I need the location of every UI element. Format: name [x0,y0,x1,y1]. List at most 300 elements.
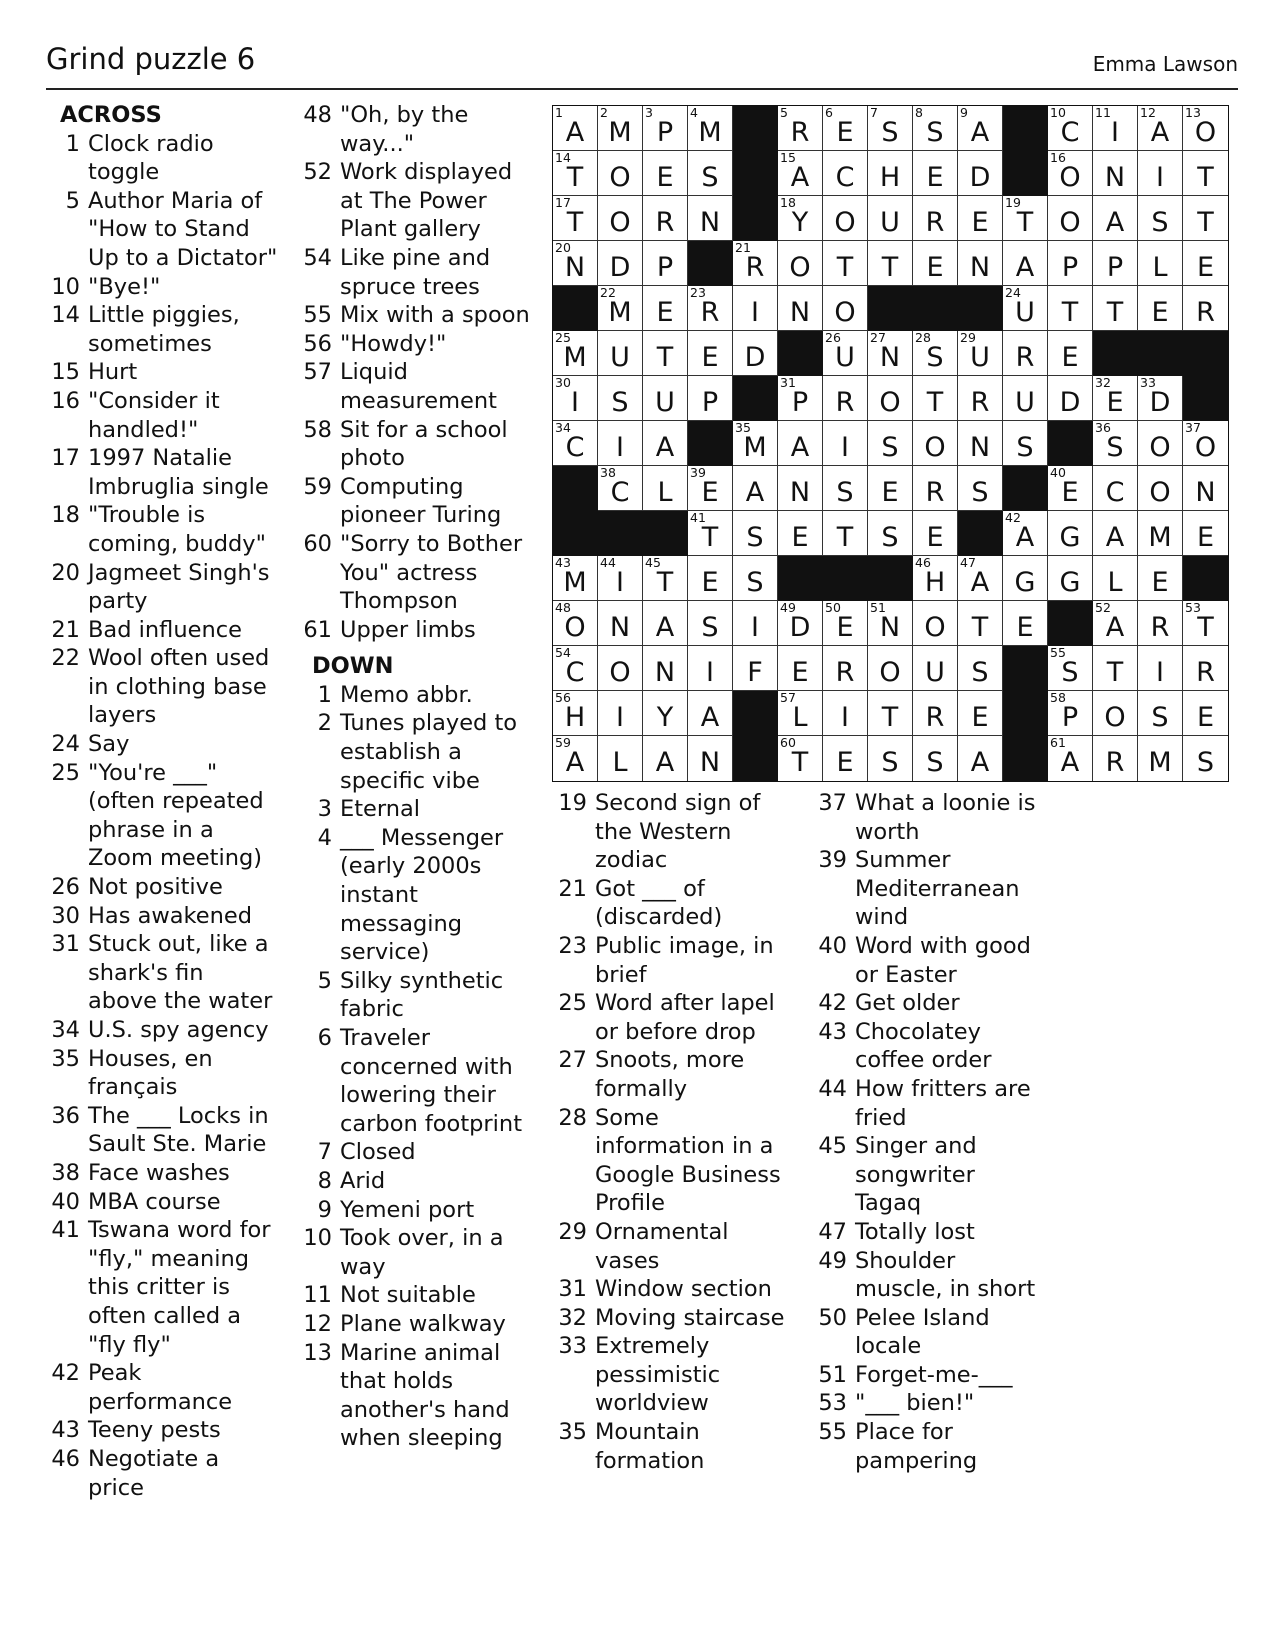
grid-cell[interactable] [643,241,688,286]
cell-letter: N [699,207,721,238]
clue-text-line: U.S. spy agency [88,1017,269,1043]
grid-cell[interactable] [1138,196,1183,241]
grid-cell[interactable] [778,106,823,151]
cell-number: 39 [690,465,706,480]
grid-cell[interactable] [1093,196,1138,241]
grid-cell[interactable] [1048,151,1093,196]
grid-cell[interactable] [1093,601,1138,646]
grid-cell[interactable] [553,556,598,601]
grid-cell[interactable] [1093,646,1138,691]
cell-letter: I [706,657,714,688]
clue-text-line: service) [340,939,430,966]
clue-text-line: Pelee Island [855,1304,990,1331]
grid-cell[interactable] [733,511,778,556]
grid-cell[interactable] [598,646,643,691]
grid-cell[interactable] [1048,556,1093,601]
grid-cell[interactable] [868,151,913,196]
grid-cell[interactable] [913,421,958,466]
grid-cell[interactable] [1183,106,1228,151]
clue-text-line: What a loonie is [855,790,1036,816]
grid-cell[interactable] [868,106,913,151]
grid-cell[interactable] [553,736,598,781]
cell-letter: A [790,162,810,193]
grid-cell[interactable] [1048,511,1093,556]
grid-cell[interactable] [1003,511,1048,556]
grid-cell[interactable] [823,421,868,466]
cell-number: 55 [1050,645,1066,660]
grid-cell[interactable] [1093,736,1138,781]
block-cell [733,376,778,421]
grid-cell[interactable] [1138,286,1183,331]
grid-cell[interactable] [643,106,688,151]
grid-cell[interactable] [868,196,913,241]
grid-cell[interactable] [958,466,1003,511]
clue-text-line: measurement [340,387,497,414]
grid-cell[interactable] [823,196,868,241]
clue-text-line: Upper limbs [340,616,476,643]
cell-letter: E [1106,387,1124,418]
grid-cell[interactable] [778,241,823,286]
grid-cell[interactable] [643,466,688,511]
grid-cell[interactable] [1048,466,1093,511]
cell-number: 32 [1095,375,1111,390]
grid-cell[interactable] [598,286,643,331]
grid-cell[interactable] [1183,691,1228,736]
grid-cell[interactable] [913,151,958,196]
grid-cell[interactable] [1138,241,1183,286]
clue-text-line: performance [88,1388,233,1415]
page-header [46,40,1238,90]
clue-number: 26 [51,874,80,901]
grid-cell[interactable] [958,241,1003,286]
grid-cell[interactable] [823,241,868,286]
grid-cell[interactable] [1003,556,1048,601]
grid-cell[interactable] [913,196,958,241]
cell-letter: Y [656,702,674,733]
grid-cell[interactable] [913,556,958,601]
clue-text-line: Place for [855,1419,953,1446]
puzzle-title: Grind puzzle 6 [46,42,256,76]
cell-letter: U [1015,387,1035,418]
clue-text-line: "Consider it [88,387,220,414]
grid-cell[interactable] [688,106,733,151]
down-clue-1 [298,681,538,710]
grid-cell[interactable] [553,241,598,286]
grid-cell[interactable] [688,376,733,421]
grid-cell[interactable] [1048,331,1093,376]
grid-cell[interactable] [1183,286,1228,331]
grid-cell[interactable] [778,376,823,421]
grid-cell[interactable] [778,736,823,781]
grid-cell[interactable] [1093,511,1138,556]
grid-cell[interactable] [1048,106,1093,151]
grid-cell[interactable] [958,106,1003,151]
grid-cell[interactable] [598,736,643,781]
cell-letter: O [789,252,811,283]
cell-letter: U [880,207,900,238]
cell-number: 19 [1005,195,1021,210]
grid-cell[interactable] [913,736,958,781]
cell-letter: G [1059,522,1081,553]
grid-cell[interactable] [868,331,913,376]
grid-cell[interactable] [868,736,913,781]
cell-letter: E [926,252,944,283]
grid-cell[interactable] [913,646,958,691]
grid-cell[interactable] [778,511,823,556]
grid-cell[interactable] [733,241,778,286]
grid-cell[interactable] [913,376,958,421]
clue-number: 9 [317,1196,332,1223]
cell-number: 10 [1050,105,1066,120]
grid-cell[interactable] [553,601,598,646]
grid-cell[interactable] [823,691,868,736]
clue-text-line: Plane walkway [340,1310,506,1337]
grid-cell[interactable] [598,691,643,736]
grid-cell[interactable] [688,331,733,376]
across-clue-16 [46,387,286,444]
cell-number: 9 [960,105,968,120]
grid-cell[interactable] [823,646,868,691]
grid-cell[interactable] [1138,601,1183,646]
grid-cell[interactable] [1093,556,1138,601]
grid-cell[interactable] [733,646,778,691]
grid-cell[interactable] [733,466,778,511]
clue-number: 23 [558,932,587,959]
grid-cell[interactable] [1093,151,1138,196]
grid-cell[interactable] [778,286,823,331]
grid-cell[interactable] [553,331,598,376]
grid-cell[interactable] [733,421,778,466]
grid-cell[interactable] [868,691,913,736]
grid-cell[interactable] [778,646,823,691]
grid-cell[interactable] [1003,376,1048,421]
block-cell [553,286,598,331]
grid-cell[interactable] [598,331,643,376]
cell-letter: N [699,747,721,778]
clue-text-line: songwriter [855,1161,975,1188]
grid-cell[interactable] [823,466,868,511]
clue-text-line: Word after lapel [595,990,775,1017]
grid-cell[interactable] [1048,646,1093,691]
clue-column-4 [813,789,1063,1475]
block-cell [733,196,778,241]
cell-letter: R [925,702,945,733]
grid-cell[interactable] [913,331,958,376]
clue-text-line: "fly," meaning [88,1245,250,1272]
grid-cell[interactable] [1138,646,1183,691]
grid-cell[interactable] [868,241,913,286]
grid-cell[interactable] [1138,376,1183,421]
down-clue-6 [298,1024,538,1138]
cell-number: 5 [780,105,788,120]
cell-letter: G [1059,567,1081,598]
grid-cell[interactable] [598,196,643,241]
grid-cell[interactable] [643,196,688,241]
clue-text-line: ___ Messenger [340,824,504,851]
grid-cell[interactable] [1138,691,1183,736]
cell-letter: O [609,207,631,238]
clue-text-line: another's hand [340,1396,510,1423]
grid-cell[interactable] [553,376,598,421]
grid-cell[interactable] [913,691,958,736]
down-clue-8 [298,1167,538,1196]
grid-cell[interactable] [688,511,733,556]
grid-cell[interactable] [598,151,643,196]
cell-letter: D [1059,387,1081,418]
grid-cell[interactable] [958,151,1003,196]
block-cell [553,511,598,556]
grid-cell[interactable] [913,241,958,286]
grid-cell[interactable] [553,151,598,196]
cell-letter: S [1151,207,1169,238]
block-cell [1183,556,1228,601]
grid-cell[interactable] [1093,421,1138,466]
clue-text-line: "Trouble is [88,502,206,529]
grid-cell[interactable] [913,106,958,151]
down-clue-9 [298,1196,538,1225]
grid-cell[interactable] [688,646,733,691]
clue-text-line: worth [855,818,920,845]
down-clue-12 [298,1310,538,1339]
grid-cell[interactable] [1138,151,1183,196]
grid-cell[interactable] [598,241,643,286]
grid-cell[interactable] [688,556,733,601]
clue-number: 42 [51,1360,80,1387]
grid-cell[interactable] [1093,286,1138,331]
cell-letter: R [790,117,810,148]
clue-number: 3 [317,796,332,823]
grid-cell[interactable] [823,376,868,421]
grid-cell[interactable] [1183,511,1228,556]
grid-cell[interactable] [643,691,688,736]
grid-cell[interactable] [823,106,868,151]
grid-cell[interactable] [688,151,733,196]
grid-cell[interactable] [643,556,688,601]
grid-cell[interactable] [1183,196,1228,241]
grid-cell[interactable] [1183,151,1228,196]
grid-cell[interactable] [1003,241,1048,286]
cell-letter: E [971,207,989,238]
grid-cell[interactable] [1093,241,1138,286]
across-clue-41 [46,1216,286,1359]
clue-number: 37 [818,790,847,816]
grid-cell[interactable] [1048,376,1093,421]
grid-cell[interactable] [958,376,1003,421]
down-heading: DOWN [312,653,394,680]
grid-cell[interactable] [1093,466,1138,511]
cell-letter: T [836,522,854,553]
grid-cell[interactable] [1048,286,1093,331]
grid-cell[interactable] [733,331,778,376]
grid-cell[interactable] [1093,106,1138,151]
grid-cell[interactable] [598,421,643,466]
grid-cell[interactable] [688,601,733,646]
grid-cell[interactable] [598,601,643,646]
clue-text-line: Has awakened [88,902,253,929]
grid-cell[interactable] [1138,466,1183,511]
grid-cell[interactable] [688,466,733,511]
cell-letter: P [791,387,809,418]
grid-cell[interactable] [778,196,823,241]
grid-cell[interactable] [1003,601,1048,646]
grid-cell[interactable] [733,556,778,601]
grid-cell[interactable] [823,286,868,331]
grid-cell[interactable] [1048,691,1093,736]
cell-letter: O [1194,117,1217,148]
grid-cell[interactable] [598,556,643,601]
grid-cell[interactable] [823,511,868,556]
grid-cell[interactable] [868,421,913,466]
grid-cell[interactable] [643,421,688,466]
grid-cell[interactable] [1183,601,1228,646]
grid-cell[interactable] [868,646,913,691]
cell-letter: S [926,117,944,148]
grid-cell[interactable] [958,556,1003,601]
clue-number: 58 [303,416,332,443]
grid-cell[interactable] [643,601,688,646]
grid-cell[interactable] [1003,421,1048,466]
clue-text-line: Yemeni port [340,1196,475,1223]
grid-cell[interactable] [598,106,643,151]
grid-cell[interactable] [688,691,733,736]
grid-cell[interactable] [643,646,688,691]
cell-letter: O [1194,432,1217,463]
grid-cell[interactable] [1003,331,1048,376]
cell-letter: U [610,342,630,373]
grid-cell[interactable] [733,601,778,646]
grid-cell[interactable] [868,376,913,421]
cell-number: 24 [1005,285,1021,300]
grid-cell[interactable] [1183,466,1228,511]
grid-cell[interactable] [778,601,823,646]
grid-cell[interactable] [1093,376,1138,421]
clue-text-line: instant [340,882,418,909]
cell-letter: Y [791,207,809,238]
grid-cell[interactable] [778,691,823,736]
clue-text-line: "Bye!" [88,273,161,300]
cell-letter: T [926,387,944,418]
grid-cell[interactable] [553,106,598,151]
grid-cell[interactable] [1048,196,1093,241]
cell-letter: S [1106,432,1124,463]
clue-number: 56 [303,330,332,357]
grid-cell[interactable] [598,376,643,421]
grid-cell[interactable] [958,646,1003,691]
clue-text-line: Like pine and [340,244,491,271]
clue-number: 10 [51,273,80,300]
grid-cell[interactable] [1093,691,1138,736]
clue-text-line: Arid [340,1167,386,1194]
grid-cell[interactable] [688,736,733,781]
clue-text-line: Silky synthetic [340,967,504,994]
clue-number: 41 [51,1217,80,1244]
grid-cell[interactable] [868,466,913,511]
clue-text-line: Mix with a spoon [340,302,530,329]
grid-cell[interactable] [913,511,958,556]
cell-number: 21 [735,240,751,255]
grid-cell[interactable] [913,466,958,511]
block-cell [553,466,598,511]
grid-cell[interactable] [778,466,823,511]
grid-cell[interactable] [958,331,1003,376]
grid-cell[interactable] [778,151,823,196]
grid-cell[interactable] [823,736,868,781]
clue-number: 11 [303,1282,332,1309]
grid-cell[interactable] [823,331,868,376]
clue-text-line: Public image, in [595,932,774,959]
grid-cell[interactable] [868,601,913,646]
block-cell [733,106,778,151]
cell-number: 12 [1140,105,1156,120]
grid-cell[interactable] [823,601,868,646]
grid-cell[interactable] [958,691,1003,736]
grid-cell[interactable] [688,196,733,241]
clue-text-line: Computing [340,473,464,500]
clue-number: 15 [51,359,80,386]
across-clue-25 [46,759,286,873]
grid-cell[interactable] [1048,241,1093,286]
grid-cell[interactable] [643,331,688,376]
grid-cell[interactable] [688,286,733,331]
grid-cell[interactable] [643,376,688,421]
cell-letter: T [656,567,674,598]
cell-letter: L [612,747,628,778]
grid-cell[interactable] [643,736,688,781]
grid-cell[interactable] [958,421,1003,466]
grid-cell[interactable] [553,646,598,691]
cell-letter: M [608,117,632,148]
grid-cell[interactable] [598,466,643,511]
grid-cell[interactable] [1183,646,1228,691]
grid-cell[interactable] [958,601,1003,646]
grid-cell[interactable] [1183,736,1228,781]
clue-text-line: "Sorry to Bother [340,530,523,557]
grid-cell[interactable] [1048,736,1093,781]
grid-cell[interactable] [1138,556,1183,601]
grid-cell[interactable] [958,196,1003,241]
grid-cell[interactable] [1138,421,1183,466]
grid-cell[interactable] [868,511,913,556]
grid-cell[interactable] [1138,106,1183,151]
grid-cell[interactable] [643,151,688,196]
grid-cell[interactable] [778,421,823,466]
grid-cell[interactable] [1183,241,1228,286]
clue-text-line: français [88,1074,178,1101]
grid-cell[interactable] [1003,196,1048,241]
grid-cell[interactable] [733,286,778,331]
grid-cell[interactable] [823,151,868,196]
cell-letter: N [1104,162,1126,193]
cell-letter: E [1061,477,1079,508]
grid-cell[interactable] [958,736,1003,781]
grid-cell[interactable] [913,601,958,646]
grid-cell[interactable] [1183,421,1228,466]
clue-number: 35 [558,1419,587,1446]
clue-text-line: the Western [595,818,732,845]
cell-letter: M [563,342,587,373]
cell-number: 38 [600,465,616,480]
cell-letter: S [971,477,989,508]
grid-cell[interactable] [553,691,598,736]
grid-cell[interactable] [643,286,688,331]
clue-number: 39 [818,847,847,874]
grid-cell[interactable] [1138,736,1183,781]
grid-cell[interactable] [1003,286,1048,331]
grid-cell[interactable] [1138,511,1183,556]
cell-letter: P [1061,702,1079,733]
grid-cell[interactable] [553,421,598,466]
grid-cell[interactable] [553,196,598,241]
